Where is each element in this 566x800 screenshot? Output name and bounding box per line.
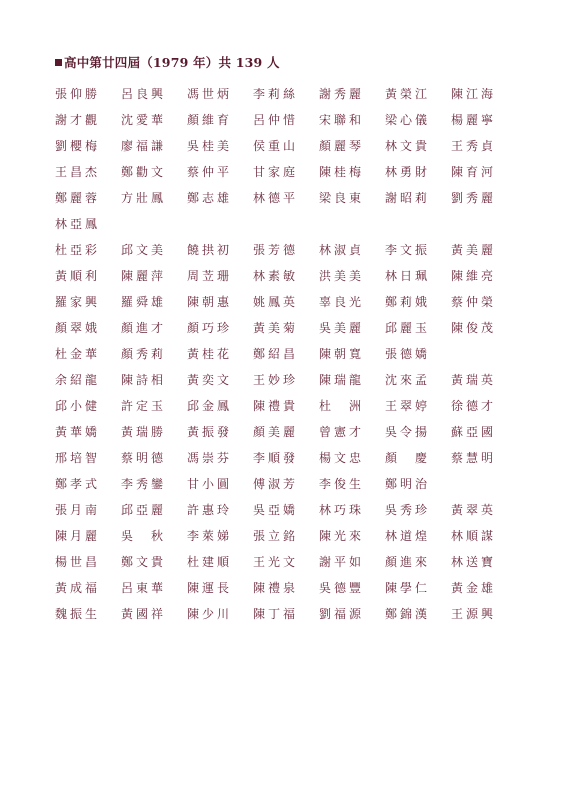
student-name: 黃榮江 — [385, 86, 431, 101]
student-name: 張月南 — [55, 502, 101, 517]
student-name: 蘇亞國 — [451, 424, 497, 439]
name-row — [55, 340, 515, 366]
student-name: 李順發 — [253, 450, 299, 465]
student-name: 張德嬌 — [385, 346, 431, 361]
student-name: 王秀貞 — [451, 138, 497, 153]
student-name: 呂良興 — [121, 86, 167, 101]
student-name: 鄭孝式 — [55, 476, 101, 491]
student-name: 蔡慧明 — [451, 450, 497, 465]
student-name: 吳秀珍 — [385, 502, 431, 517]
student-name: 蔡明德 — [121, 450, 167, 465]
student-name: 陳育河 — [451, 164, 497, 179]
name-row — [55, 600, 515, 626]
student-name: 邱亞麗 — [121, 502, 167, 517]
student-name: 林巧珠 — [319, 502, 365, 517]
student-name: 宋聯和 — [319, 112, 365, 127]
name-row — [55, 366, 515, 392]
student-name: 李秀鑾 — [121, 476, 167, 491]
student-name: 曾憲才 — [319, 424, 365, 439]
student-name: 林淑貞 — [319, 242, 365, 257]
student-name: 顏 慶 — [385, 450, 431, 465]
student-name: 王源興 — [451, 606, 497, 621]
student-name: 魏振生 — [55, 606, 101, 621]
student-name: 顏進才 — [121, 320, 167, 335]
student-name: 王昌杰 — [55, 164, 101, 179]
student-name: 黃國祥 — [121, 606, 167, 621]
student-name: 陳月麗 — [55, 528, 101, 543]
student-name: 黃美菊 — [253, 320, 299, 335]
student-name: 鄭莉娥 — [385, 294, 431, 309]
student-name: 顏維育 — [187, 112, 233, 127]
student-name: 黃順利 — [55, 268, 101, 283]
student-name: 吳 秋 — [121, 528, 167, 543]
student-name: 李文振 — [385, 242, 431, 257]
student-name: 李萊娣 — [187, 528, 233, 543]
name-row — [55, 158, 515, 184]
student-name: 陳麗萍 — [121, 268, 167, 283]
student-name: 邱文美 — [121, 242, 167, 257]
student-name: 王妙珍 — [253, 372, 299, 387]
student-name: 沈愛華 — [121, 112, 167, 127]
student-name: 林日珮 — [385, 268, 431, 283]
student-name: 洪美美 — [319, 268, 365, 283]
name-row — [55, 210, 515, 236]
student-name: 陳少川 — [187, 606, 233, 621]
student-name: 邱小健 — [55, 398, 101, 413]
student-name: 辜良光 — [319, 294, 365, 309]
name-row — [55, 80, 515, 106]
student-name: 謝才觀 — [55, 112, 101, 127]
student-name: 陳俊茂 — [451, 320, 497, 335]
student-name: 甘小圓 — [187, 476, 233, 491]
student-name: 劉秀麗 — [451, 190, 497, 205]
name-row — [55, 470, 515, 496]
student-name: 楊文忠 — [319, 450, 365, 465]
student-name: 陳丁福 — [253, 606, 299, 621]
student-name: 黃奕文 — [187, 372, 233, 387]
student-name: 鄭錦漢 — [385, 606, 431, 621]
student-name: 呂東華 — [121, 580, 167, 595]
student-name: 李莉絲 — [253, 86, 299, 101]
student-name: 劉櫻梅 — [55, 138, 101, 153]
student-name: 林勇財 — [385, 164, 431, 179]
student-name: 杜 洲 — [319, 398, 365, 413]
student-name: 林素敏 — [253, 268, 299, 283]
student-name: 王翠婷 — [385, 398, 431, 413]
student-name: 黃瑞英 — [451, 372, 497, 387]
student-name: 顏美麗 — [253, 424, 299, 439]
student-name: 陳學仁 — [385, 580, 431, 595]
student-name: 黃金雄 — [451, 580, 497, 595]
student-name: 王光文 — [253, 554, 299, 569]
student-name: 羅舜雄 — [121, 294, 167, 309]
student-name: 鄭明治 — [385, 476, 431, 491]
student-name: 顏秀莉 — [121, 346, 167, 361]
student-name: 黃桂花 — [187, 346, 233, 361]
student-name: 鄭紹昌 — [253, 346, 299, 361]
student-name: 吳令揚 — [385, 424, 431, 439]
student-name: 傅淑芳 — [253, 476, 299, 491]
student-name: 陳桂梅 — [319, 164, 365, 179]
name-row — [55, 522, 515, 548]
name-row — [55, 392, 515, 418]
student-name: 周苙珊 — [187, 268, 233, 283]
student-name: 杜建順 — [187, 554, 233, 569]
student-name: 杜亞彩 — [55, 242, 101, 257]
student-name: 梁良東 — [319, 190, 365, 205]
name-row — [55, 106, 515, 132]
student-name: 吳亞嬌 — [253, 502, 299, 517]
student-name: 陳瑞龍 — [319, 372, 365, 387]
name-row — [55, 288, 515, 314]
name-row — [55, 444, 515, 470]
name-row — [55, 184, 515, 210]
student-name: 鄭志雄 — [187, 190, 233, 205]
student-name: 李俊生 — [319, 476, 365, 491]
student-name: 鄭麗蓉 — [55, 190, 101, 205]
student-name: 陳維亮 — [451, 268, 497, 283]
student-name: 林德平 — [253, 190, 299, 205]
student-name: 顏麗琴 — [319, 138, 365, 153]
student-name: 謝秀麗 — [319, 86, 365, 101]
student-name: 邱麗玉 — [385, 320, 431, 335]
student-name: 黃美麗 — [451, 242, 497, 257]
student-name: 黃翠英 — [451, 502, 497, 517]
student-name: 張芳德 — [253, 242, 299, 257]
student-name: 邱金鳳 — [187, 398, 233, 413]
name-row — [55, 262, 515, 288]
student-name: 蔡仲平 — [187, 164, 233, 179]
student-name: 陳光來 — [319, 528, 365, 543]
student-name: 徐德才 — [451, 398, 497, 413]
name-row — [55, 574, 515, 600]
student-name: 馮崇芬 — [187, 450, 233, 465]
student-name: 顏翠娥 — [55, 320, 101, 335]
student-name: 謝平如 — [319, 554, 365, 569]
student-name: 黃振發 — [187, 424, 233, 439]
student-name: 顏進來 — [385, 554, 431, 569]
name-row — [55, 548, 515, 574]
student-name: 謝昭莉 — [385, 190, 431, 205]
heading-text: 高中第廿四屆（1979 年）共 139 人 — [64, 55, 280, 70]
name-row — [55, 314, 515, 340]
student-name: 林文貴 — [385, 138, 431, 153]
student-name: 陳禮泉 — [253, 580, 299, 595]
student-name: 馮世炳 — [187, 86, 233, 101]
name-row — [55, 496, 515, 522]
student-name: 侯重山 — [253, 138, 299, 153]
student-name: 姚鳳英 — [253, 294, 299, 309]
student-name: 陳江海 — [451, 86, 497, 101]
student-name: 杜金華 — [55, 346, 101, 361]
student-name: 黃瑞勝 — [121, 424, 167, 439]
student-name: 吳美麗 — [319, 320, 365, 335]
name-row — [55, 418, 515, 444]
student-name: 張仰勝 — [55, 86, 101, 101]
student-name: 甘家庭 — [253, 164, 299, 179]
student-name: 許惠玲 — [187, 502, 233, 517]
student-name: 吳桂美 — [187, 138, 233, 153]
student-name: 顏巧珍 — [187, 320, 233, 335]
student-name: 陳詩相 — [121, 372, 167, 387]
section-heading — [55, 53, 280, 71]
student-name: 林道煌 — [385, 528, 431, 543]
student-name: 陳運長 — [187, 580, 233, 595]
student-name: 余紹龍 — [55, 372, 101, 387]
student-name: 羅家興 — [55, 294, 101, 309]
name-row — [55, 236, 515, 262]
student-name: 陳禮貴 — [253, 398, 299, 413]
student-name: 黃華嬌 — [55, 424, 101, 439]
student-name: 廖福謙 — [121, 138, 167, 153]
student-name: 蔡仲榮 — [451, 294, 497, 309]
student-name: 鄭文貴 — [121, 554, 167, 569]
student-name: 楊世昌 — [55, 554, 101, 569]
student-name: 吳德豐 — [319, 580, 365, 595]
student-name: 陳朝惠 — [187, 294, 233, 309]
student-name: 黃成福 — [55, 580, 101, 595]
square-bullet-icon — [55, 59, 62, 66]
student-name: 林順謀 — [451, 528, 497, 543]
student-name: 沈來孟 — [385, 372, 431, 387]
student-name: 劉福源 — [319, 606, 365, 621]
student-name: 邢培智 — [55, 450, 101, 465]
student-name: 呂仲惜 — [253, 112, 299, 127]
student-name: 陳朝寬 — [319, 346, 365, 361]
student-name: 林送寶 — [451, 554, 497, 569]
student-name: 饒拱初 — [187, 242, 233, 257]
student-name: 張立銘 — [253, 528, 299, 543]
name-row — [55, 132, 515, 158]
name-list — [55, 80, 515, 626]
student-name: 方壯鳳 — [121, 190, 167, 205]
student-name: 楊麗寧 — [451, 112, 497, 127]
student-name: 鄭勸文 — [121, 164, 167, 179]
student-name: 許定玉 — [121, 398, 167, 413]
student-name: 梁心儀 — [385, 112, 431, 127]
student-name: 林亞鳳 — [55, 216, 101, 231]
